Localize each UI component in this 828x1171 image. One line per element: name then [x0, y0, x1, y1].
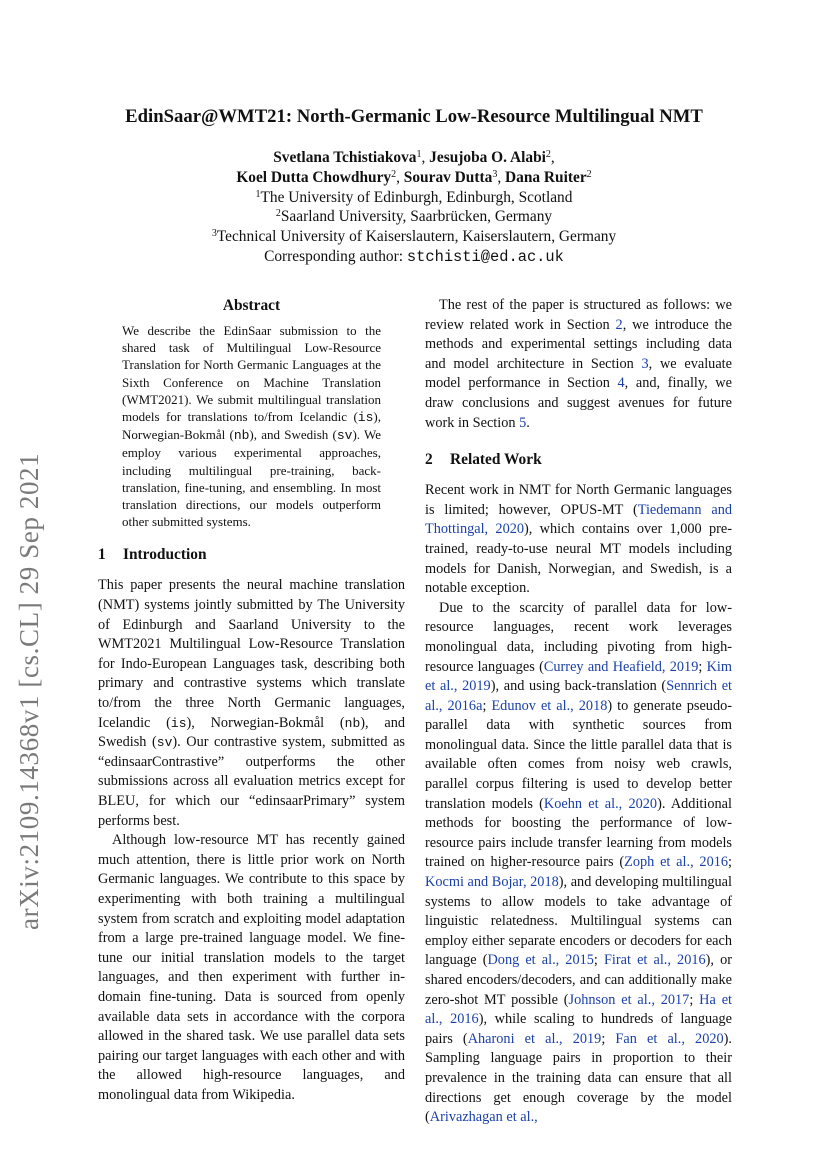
- section-link[interactable]: 2: [615, 316, 623, 333]
- left-column: [98, 296, 405, 1105]
- section-heading-related-work: 2 Related Work: [425, 451, 542, 469]
- author-name: Dana Ruiter: [505, 168, 587, 186]
- lang-code: sv: [156, 735, 173, 751]
- corresponding-author: [0, 247, 828, 268]
- affiliation-marker: 1: [255, 188, 261, 200]
- citation-link[interactable]: Zoph et al., 2016: [624, 854, 729, 871]
- right-column: [425, 296, 732, 1128]
- citation-link[interactable]: Edunov et al., 2018: [491, 697, 608, 714]
- citation-link[interactable]: Sennrich et al., 2016a: [425, 678, 733, 714]
- affiliation: The University of Edinburgh, Edinburgh, Scotland: [260, 188, 573, 206]
- citation-link[interactable]: Aharoni et al., 2019: [467, 1030, 602, 1047]
- lang-code: is: [170, 715, 187, 731]
- lang-code: sv: [336, 428, 353, 444]
- lang-code: nb: [344, 715, 361, 731]
- affiliation-marker: 2: [586, 168, 592, 180]
- structure-paragraph: The rest of the paper is structured as follows: we review related work in Section 2, we introduce the methods and experimental settings including data and model architecture in Section 3, we evaluate model performance in Section 4, and, finally, we draw conclusions and suggest avenues for future work in Section 5.: [425, 297, 732, 431]
- abstract-body: We describe the EdinSaar submission to the shared task of Multilingual Low-Resource Translation for North Germanic Languages at the Sixth Conference on Machine Translation (WMT2021). We submit multilingual translation models for translations to/from Icelandic (is), Norwegian-Bokmål (nb), and Swedish (sv). We employ various experimental approaches, including multilingual pre-training, back-translation, fine-tuning, and ensembling. In most translation directions, our models outperform other submitted systems.: [122, 323, 381, 530]
- related-paragraph-2: Due to the scarcity of parallel data for low-resource languages, recent work leverages monolingual data, including pivoting from high-resource languages (Currey and Heafield, 2019; Kim et al., 2019), and using back-translation (Sennrich et al., 2016a; Edunov et al., 2018) to generate pseudo-parallel data with synthetic sources from monolingual data. Since the little parallel data that is available often comes from noisy web crawls, parallel corpus filtering is used to develop better translation models (Koehn et al., 2020). Additional methods for boosting the performance of low-resource pairs include transfer learning from models trained on higher-resource pairs (Zoph et al., 2016; Kocmi and Bojar, 2018), and developing multilingual systems to allow models to take advantage of linguistic relatedness. Multilingual systems can employ either separate encoders or decoders for each language (Dong et al., 2015; Firat et al., 2016), or shared encoders/decoders, and can additionally make zero-shot MT possible (Johnson et al., 2017; Ha et al., 2016), while scaling to hundreds of language pairs (Aharoni et al., 2019; Fan et al., 2020). Sampling language pairs in proportion to their prevalence in the training data can ensure that all directions get enough coverage by the model (Arivazhagan et al.,: [425, 599, 733, 1126]
- citation-link[interactable]: Koehn et al., 2020: [543, 795, 658, 812]
- author-name: Koel Dutta Chowdhury: [236, 168, 392, 186]
- section-heading-introduction: 1 Introduction: [98, 546, 207, 564]
- lang-code: is: [357, 410, 374, 426]
- related-paragraph-1: Recent work in NMT for North Germanic languages is limited; however, OPUS-MT (Tiedemann and Thottingal, 2020), which contains over 1,000 pre-trained, ready-to-use neural MT models including models for Danish, Norwegian, and Swedish, is a notable exception.: [425, 482, 732, 597]
- affiliation-line: [0, 188, 828, 208]
- citation-link[interactable]: Ha et al., 2016: [425, 991, 733, 1028]
- affiliation-marker: 3: [211, 228, 217, 240]
- corresponding-label: Corresponding author:: [264, 247, 404, 265]
- affiliation-line: [0, 227, 828, 247]
- citation-link[interactable]: Dong et al., 2015: [487, 952, 594, 969]
- affiliation-marker: 1: [416, 149, 422, 160]
- citation-link[interactable]: Kocmi and Bojar, 2018: [425, 874, 559, 891]
- affiliation-line: [0, 207, 828, 227]
- citation-link[interactable]: Fan et al., 2020: [615, 1030, 724, 1047]
- citation-link[interactable]: Tiedemann and Thottingal, 2020: [425, 501, 732, 538]
- citation-link[interactable]: Arivazhagan et al.,: [429, 1109, 538, 1126]
- paper-title: EdinSaar@WMT21: North-Germanic Low-Resource Multilingual NMT: [125, 106, 703, 127]
- affiliation: Saarland University, Saarbrücken, Germany: [280, 208, 553, 226]
- affiliation-marker: 2: [391, 168, 397, 180]
- affiliation-marker: 3: [492, 168, 498, 180]
- intro-paragraph-1: This paper presents the neural machine translation (NMT) systems jointly submitted by The University of Edinburgh and Saarland University to the WMT2021 Multilingual Low-Resource Translation for Indo-European Languages task, describing both primary and contrastive systems which translate to/from the three North Germanic languages, Icelandic (is), Norwegian-Bokmål (nb), and Swedish (sv). Our contrastive system, submitted as “edinsaarContrastive” outperforms the other submissions across all evaluation metrics except for BLEU, for which our “edinsaarPrimary” system performs best.: [98, 577, 405, 829]
- citation-link[interactable]: Kim et al., 2019: [425, 658, 733, 695]
- intro-paragraph-2: Although low-resource MT has recently gained much attention, there is little prior work on North Germanic languages. We contribute to this space by experimenting with both training a multilingual system from scratch and exploiting model adaptation from a large pre-trained language model. We fine-tune our initial translation models to the target languages, and then experiment with further in-domain fine-tuning. Data is sourced from openly available data sets in accordance with the corpora allowed in the shared task. We use parallel data sets pairing our target languages with each other and with the allowed high-resource languages, and monolingual data from Wikipedia.: [98, 832, 405, 1103]
- author-name: Jesujoba O. Alabi: [429, 149, 546, 166]
- author-name: Sourav Dutta: [403, 168, 493, 186]
- affiliation-marker: 2: [545, 149, 551, 160]
- section-link[interactable]: 5: [519, 414, 527, 431]
- arxiv-identifier: arXiv:2109.14368v1 [cs.CL] 29 Sep 2021: [14, 452, 44, 930]
- author-name: Svetlana Tchistiakova: [273, 149, 417, 166]
- citation-link[interactable]: Johnson et al., 2017: [568, 991, 690, 1008]
- affiliation-marker: 2: [275, 208, 281, 220]
- affiliation: Technical University of Kaiserslautern, Kaiserslautern, Germany: [216, 228, 617, 246]
- citation-link[interactable]: Firat et al., 2016: [603, 952, 706, 969]
- section-link[interactable]: 3: [641, 355, 649, 372]
- corresponding-email[interactable]: stchisti@ed.ac.uk: [406, 247, 564, 266]
- citation-link[interactable]: Currey and Heafield, 2019: [543, 658, 699, 675]
- lang-code: nb: [233, 428, 250, 444]
- author-block: Svetlana Tchistiakova$^1$, Jesujoba O. Alabi$^2$, Koel Dutta Chowdhury$^2$, Sourav Dutta$^3$, Dana Ruiter$^2$ $^1$The University of Edinburgh, Edinburgh, Scotland $^2$Saarland University, Saarbrücken, Germany $^3$Technical University of Kaiserslautern, Kaiserslautern, Germany Corresponding author: stchisti@ed.ac.uk: [0, 148, 828, 268]
- section-link[interactable]: 4: [617, 375, 625, 392]
- abstract-heading: Abstract: [222, 297, 281, 314]
